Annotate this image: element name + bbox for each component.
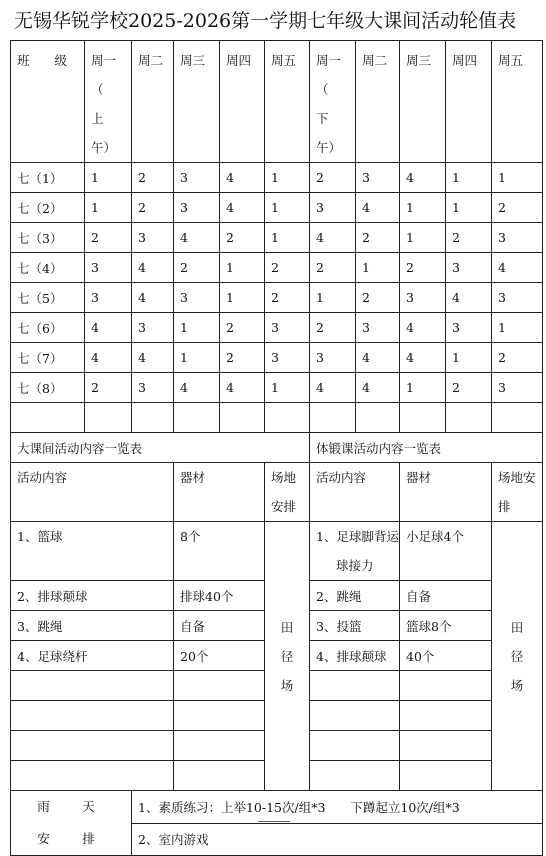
empty-cell bbox=[11, 671, 174, 701]
am-cell: 2 bbox=[220, 313, 265, 343]
am-cell: 2 bbox=[265, 283, 310, 313]
pm-cell: 3 bbox=[446, 313, 492, 343]
am-cell: 2 bbox=[132, 163, 174, 193]
right-activity-equipment: 40个 bbox=[400, 641, 492, 671]
rain-label bbox=[11, 791, 132, 856]
empty-cell bbox=[310, 761, 400, 791]
right-venue-header bbox=[492, 463, 543, 522]
left-activity-equipment: 排球40个 bbox=[174, 581, 265, 611]
header-am-day bbox=[132, 41, 174, 163]
header-pm-day bbox=[492, 41, 543, 163]
am-cell: 1 bbox=[220, 253, 265, 283]
header-suffix: （ bbox=[316, 82, 329, 97]
right-activity-equipment: 篮球8个 bbox=[400, 611, 492, 641]
left-activity-content: 1、篮球 bbox=[11, 522, 174, 581]
pm-cell: 1 bbox=[310, 283, 356, 313]
header-class: 班 级 bbox=[11, 41, 85, 163]
am-cell: 1 bbox=[265, 373, 310, 403]
header-am-day bbox=[174, 41, 220, 163]
table-row bbox=[11, 373, 543, 403]
am-cell: 3 bbox=[174, 283, 220, 313]
am-cell: 3 bbox=[132, 313, 174, 343]
header-pm-day bbox=[446, 41, 492, 163]
header-suffix: （ bbox=[91, 82, 104, 97]
left-activity-content: 3、跳绳 bbox=[11, 611, 174, 641]
class-cell: 七（8） bbox=[11, 373, 85, 403]
empty-cell bbox=[11, 701, 174, 731]
right-equipment-header: 器材 bbox=[400, 463, 492, 522]
pm-cell: 3 bbox=[446, 253, 492, 283]
pm-cell: 1 bbox=[446, 163, 492, 193]
venue-char: 田 bbox=[510, 619, 524, 635]
activity-row bbox=[11, 522, 543, 581]
pm-cell: 3 bbox=[492, 283, 543, 313]
pm-cell: 2 bbox=[446, 223, 492, 253]
left-venue-cell bbox=[265, 522, 310, 791]
pm-cell: 2 bbox=[310, 313, 356, 343]
pm-cell: 3 bbox=[492, 373, 543, 403]
header-day-label: 周五 bbox=[271, 53, 297, 68]
pm-cell: 4 bbox=[400, 343, 446, 373]
header-day-label: 周三 bbox=[180, 53, 206, 68]
pm-cell: 1 bbox=[492, 163, 543, 193]
am-cell: 2 bbox=[220, 223, 265, 253]
table-row bbox=[11, 253, 543, 283]
pm-cell: 2 bbox=[356, 283, 400, 313]
right-activity-content: 2、跳绳 bbox=[310, 581, 400, 611]
right-activity-content: 4、排球颠球 bbox=[310, 641, 400, 671]
header-am-day bbox=[220, 41, 265, 163]
right-section-title: 体锻课活动内容一览表 bbox=[310, 433, 543, 463]
venue-char: 场 bbox=[280, 677, 294, 693]
empty-cell bbox=[310, 671, 400, 701]
empty-cell bbox=[174, 671, 265, 701]
right-venue-cell bbox=[492, 522, 543, 791]
pm-cell: 2 bbox=[492, 343, 543, 373]
pm-cell: 3 bbox=[492, 223, 543, 253]
empty-cell bbox=[310, 403, 356, 433]
empty-cell bbox=[356, 403, 400, 433]
venue-char: 田 bbox=[280, 619, 294, 635]
am-cell: 3 bbox=[265, 343, 310, 373]
am-cell: 1 bbox=[85, 193, 132, 223]
am-cell: 4 bbox=[174, 373, 220, 403]
am-cell: 4 bbox=[174, 223, 220, 253]
empty-cell bbox=[310, 731, 400, 761]
pm-cell: 4 bbox=[356, 193, 400, 223]
am-cell: 1 bbox=[220, 283, 265, 313]
class-cell: 七（3） bbox=[11, 223, 85, 253]
left-venue-header bbox=[265, 463, 310, 522]
pm-cell: 3 bbox=[400, 283, 446, 313]
am-cell: 3 bbox=[85, 283, 132, 313]
am-cell: 4 bbox=[85, 343, 132, 373]
am-cell: 2 bbox=[174, 253, 220, 283]
empty-cell bbox=[174, 731, 265, 761]
am-cell: 4 bbox=[220, 373, 265, 403]
empty-cell bbox=[400, 403, 446, 433]
header-am-day bbox=[85, 41, 132, 163]
venue-header-line: 安排 bbox=[271, 499, 297, 514]
header-day-label: 周四 bbox=[452, 53, 478, 68]
empty-cell bbox=[11, 731, 174, 761]
class-cell: 七（5） bbox=[11, 283, 85, 313]
am-cell: 1 bbox=[85, 163, 132, 193]
pm-cell: 3 bbox=[310, 193, 356, 223]
pm-cell: 1 bbox=[492, 313, 543, 343]
header-suffix: 午） bbox=[91, 140, 117, 155]
am-cell: 3 bbox=[174, 193, 220, 223]
left-activity-content: 2、排球颠球 bbox=[11, 581, 174, 611]
class-cell: 七（1） bbox=[11, 163, 85, 193]
empty-cell bbox=[174, 701, 265, 731]
empty-cell bbox=[400, 671, 492, 701]
am-cell: 4 bbox=[132, 343, 174, 373]
empty-cell bbox=[446, 403, 492, 433]
class-cell: 七（4） bbox=[11, 253, 85, 283]
pm-cell: 1 bbox=[446, 193, 492, 223]
page-title: 无锡华锐学校2025-2026第一学期七年级大课间活动轮值表 bbox=[14, 10, 517, 32]
table-row bbox=[11, 283, 543, 313]
right-activity-equipment: 小足球4个 bbox=[400, 522, 492, 581]
empty-cell bbox=[265, 403, 310, 433]
rain-item: 2、室内游戏 bbox=[132, 823, 543, 856]
am-cell: 3 bbox=[265, 313, 310, 343]
am-cell: 1 bbox=[265, 193, 310, 223]
rain-label-line: 雨 天 bbox=[37, 799, 105, 814]
class-cell: 七（7） bbox=[11, 343, 85, 373]
left-section-title: 大课间活动内容一览表 bbox=[11, 433, 310, 463]
empty-cell bbox=[132, 403, 174, 433]
am-cell: 2 bbox=[220, 343, 265, 373]
am-cell: 2 bbox=[265, 253, 310, 283]
table-row bbox=[11, 163, 543, 193]
venue-char: 径 bbox=[510, 648, 524, 664]
header-pm-day bbox=[356, 41, 400, 163]
am-cell: 3 bbox=[174, 163, 220, 193]
left-activity-content: 4、足球绕杆 bbox=[11, 641, 174, 671]
venue-char: 径 bbox=[280, 648, 294, 664]
am-cell: 1 bbox=[174, 343, 220, 373]
pm-cell: 4 bbox=[356, 343, 400, 373]
rain-row bbox=[11, 791, 543, 824]
header-day-label: 周三 bbox=[406, 53, 432, 68]
empty-cell bbox=[400, 761, 492, 791]
class-cell: 七（2） bbox=[11, 193, 85, 223]
empty-cell bbox=[174, 761, 265, 791]
empty-cell bbox=[492, 403, 543, 433]
content-line: 球接力 bbox=[336, 558, 374, 573]
venue-header-line: 场地 bbox=[271, 470, 297, 485]
empty-cell bbox=[174, 403, 220, 433]
table-row bbox=[11, 313, 543, 343]
header-pm-day bbox=[400, 41, 446, 163]
header-suffix: 上 bbox=[91, 111, 104, 126]
pm-cell: 3 bbox=[310, 343, 356, 373]
am-cell: 3 bbox=[85, 253, 132, 283]
left-equipment-header: 器材 bbox=[174, 463, 265, 522]
header-row bbox=[11, 41, 543, 163]
venue-char: 场 bbox=[510, 677, 524, 693]
content-line: 1、足球脚背运 bbox=[316, 529, 399, 544]
right-content-header: 活动内容 bbox=[310, 463, 400, 522]
venue-header-line: 排 bbox=[498, 499, 511, 514]
header-day-label: 周一 bbox=[316, 53, 342, 68]
empty-cell bbox=[85, 403, 132, 433]
am-cell: 4 bbox=[132, 283, 174, 313]
empty-cell bbox=[310, 701, 400, 731]
am-cell: 2 bbox=[85, 373, 132, 403]
am-cell: 4 bbox=[132, 253, 174, 283]
left-activity-equipment: 自备 bbox=[174, 611, 265, 641]
pm-cell: 4 bbox=[446, 283, 492, 313]
pm-cell: 1 bbox=[446, 343, 492, 373]
pm-cell: 4 bbox=[356, 373, 400, 403]
header-day-label: 周二 bbox=[362, 53, 388, 68]
table-row bbox=[11, 343, 543, 373]
table-row bbox=[11, 223, 543, 253]
pm-cell: 2 bbox=[310, 163, 356, 193]
activity-header-row bbox=[11, 463, 543, 522]
empty-cell bbox=[400, 701, 492, 731]
empty-row bbox=[11, 403, 543, 433]
header-day-label: 周一 bbox=[91, 53, 117, 68]
class-cell: 七（6） bbox=[11, 313, 85, 343]
right-activity-content bbox=[310, 522, 400, 581]
pm-cell: 1 bbox=[400, 223, 446, 253]
pm-cell: 3 bbox=[356, 313, 400, 343]
am-cell: 1 bbox=[174, 313, 220, 343]
pm-cell: 4 bbox=[310, 373, 356, 403]
left-content-header: 活动内容 bbox=[11, 463, 174, 522]
duty-schedule-table bbox=[10, 40, 543, 856]
pm-cell: 4 bbox=[310, 223, 356, 253]
pm-cell: 1 bbox=[400, 373, 446, 403]
empty-cell bbox=[11, 761, 174, 791]
empty-cell bbox=[11, 403, 85, 433]
right-activity-equipment: 自备 bbox=[400, 581, 492, 611]
header-suffix: 下 bbox=[316, 111, 329, 126]
left-activity-equipment: 20个 bbox=[174, 641, 265, 671]
am-cell: 4 bbox=[220, 163, 265, 193]
am-cell: 1 bbox=[265, 163, 310, 193]
section-title-row bbox=[11, 433, 543, 463]
pm-cell: 1 bbox=[356, 253, 400, 283]
am-cell: 4 bbox=[85, 313, 132, 343]
page-footer-line bbox=[258, 821, 290, 822]
header-day-label: 周二 bbox=[138, 53, 164, 68]
am-cell: 2 bbox=[85, 223, 132, 253]
am-cell: 3 bbox=[132, 223, 174, 253]
pm-cell: 3 bbox=[356, 163, 400, 193]
rain-item: 1、素质练习：上举10-15次/组*3 下蹲起立10次/组*3 bbox=[132, 791, 543, 824]
am-cell: 2 bbox=[132, 193, 174, 223]
am-cell: 3 bbox=[132, 373, 174, 403]
header-day-label: 周五 bbox=[498, 53, 524, 68]
pm-cell: 4 bbox=[400, 163, 446, 193]
header-am-day bbox=[265, 41, 310, 163]
pm-cell: 2 bbox=[310, 253, 356, 283]
pm-cell: 4 bbox=[492, 253, 543, 283]
pm-cell: 2 bbox=[492, 193, 543, 223]
venue-header-line: 场地安 bbox=[498, 470, 536, 485]
header-suffix: 午） bbox=[316, 140, 342, 155]
pm-cell: 2 bbox=[356, 223, 400, 253]
empty-cell bbox=[220, 403, 265, 433]
header-pm-day bbox=[310, 41, 356, 163]
left-activity-equipment: 8个 bbox=[174, 522, 265, 581]
am-cell: 1 bbox=[265, 223, 310, 253]
rain-label-line: 安 排 bbox=[37, 831, 105, 846]
pm-cell: 2 bbox=[446, 373, 492, 403]
pm-cell: 2 bbox=[400, 253, 446, 283]
empty-cell bbox=[400, 731, 492, 761]
pm-cell: 4 bbox=[400, 313, 446, 343]
am-cell: 4 bbox=[220, 193, 265, 223]
right-activity-content: 3、投篮 bbox=[310, 611, 400, 641]
header-day-label: 周四 bbox=[226, 53, 252, 68]
table-row bbox=[11, 193, 543, 223]
pm-cell: 1 bbox=[400, 193, 446, 223]
